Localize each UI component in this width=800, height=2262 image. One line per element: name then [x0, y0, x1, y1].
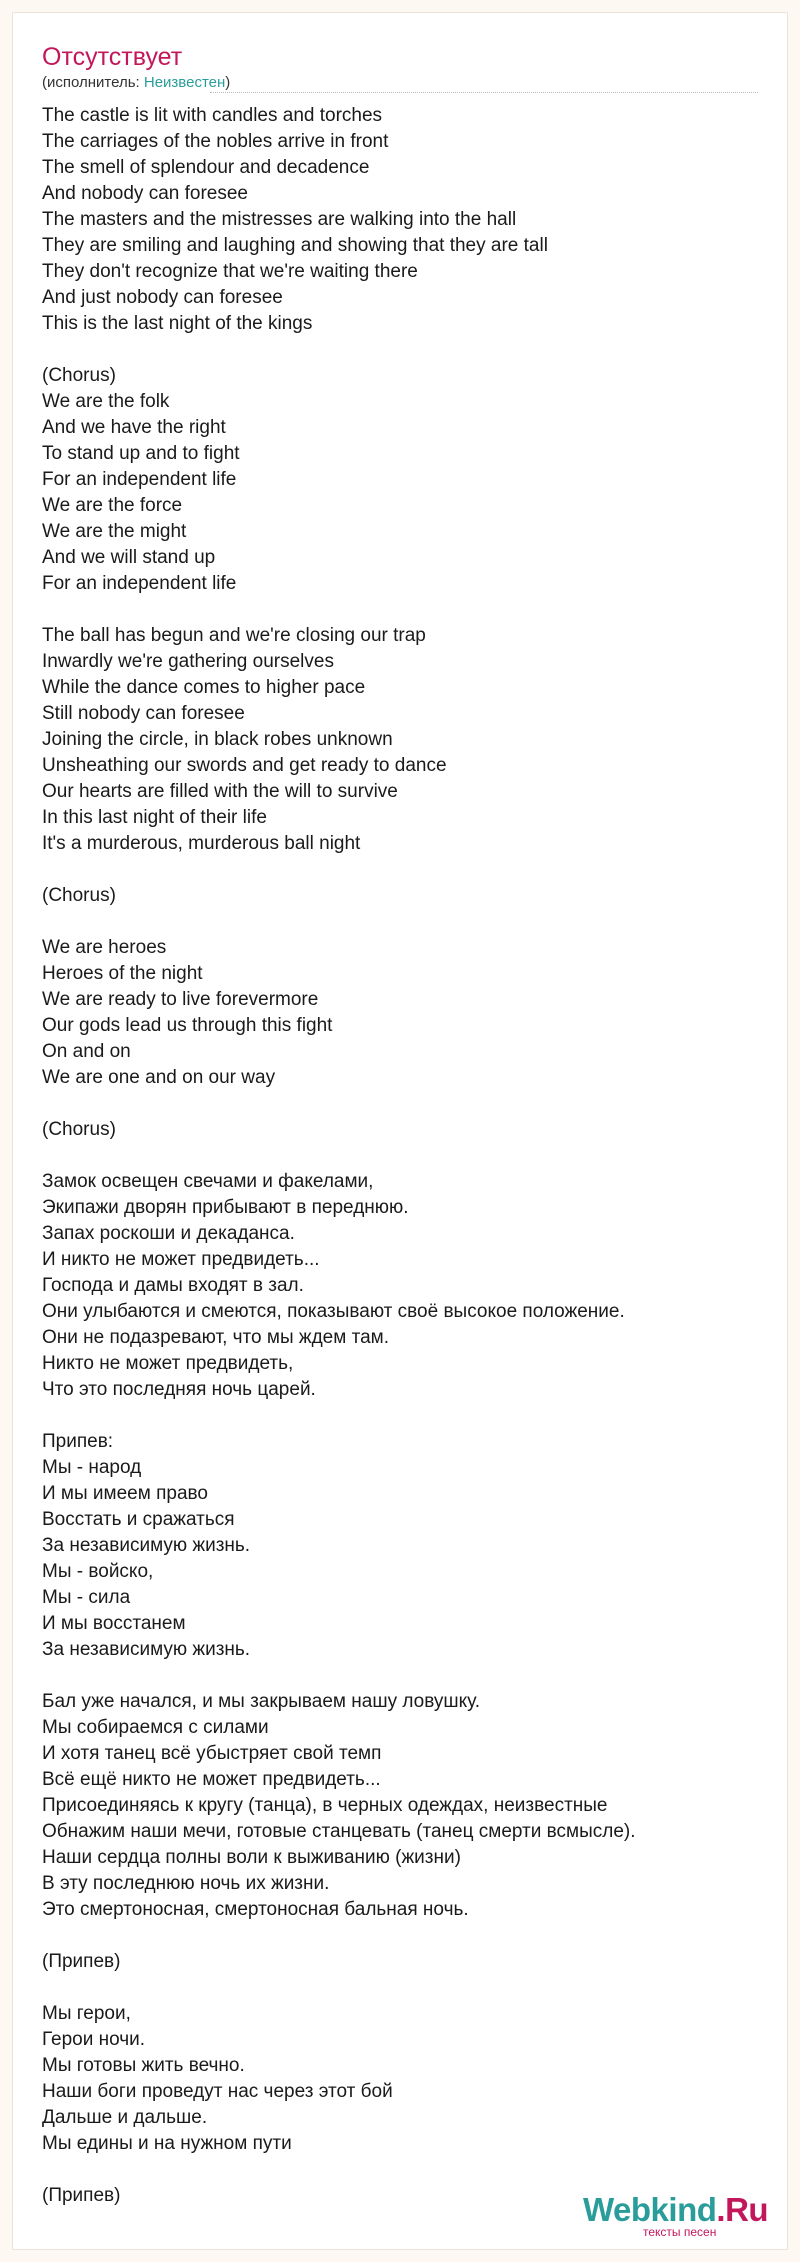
logo-tld: .Ru: [716, 2191, 769, 2228]
lyric-line: Господа и дамы входят в зал.: [42, 1275, 304, 1296]
lyric-line: Heroes of the night: [42, 963, 203, 984]
lyric-line: Всё ещё никто не может предвидеть...: [42, 1769, 381, 1790]
logo-brand: Webkind: [583, 2191, 717, 2228]
lyric-line: За независимую жизнь.: [42, 1535, 251, 1556]
lyric-line: While the dance comes to higher pace: [42, 677, 366, 698]
lyric-line: And nobody can foresee: [42, 183, 248, 204]
lyric-line: Joining the circle, in black robes unknown: [42, 729, 393, 750]
lyric-line: And we will stand up: [42, 547, 216, 568]
lyric-line: It's a murderous, murderous ball night: [42, 833, 361, 854]
lyric-line: For an independent life: [42, 573, 237, 594]
lyric-line: Присоединяясь к кругу (танца), в черных одеждах, неизвестные: [42, 1795, 608, 1816]
lyric-line: We are the might: [42, 521, 187, 542]
lyric-line: The smell of splendour and decadence: [42, 157, 370, 178]
lyric-line: The masters and the mistresses are walking into the hall: [42, 209, 517, 230]
lyric-line: И хотя танец всё убыстряет свой темп: [42, 1743, 382, 1764]
webkind-logo[interactable]: [583, 2192, 775, 2240]
lyric-line: Мы готовы жить вечно.: [42, 2055, 245, 2076]
lyric-line: Дальше и дальше.: [42, 2107, 208, 2128]
lyric-line: Inwardly we're gathering ourselves: [42, 651, 334, 672]
lyric-line: Мы - войско,: [42, 1561, 154, 1582]
lyric-line: Запах роскоши и декаданса.: [42, 1223, 295, 1244]
lyric-line: Восстать и сражаться: [42, 1509, 235, 1530]
lyric-line: They don't recognize that we're waiting there: [42, 261, 418, 282]
lyric-line: We are ready to live forevermore: [42, 989, 319, 1010]
lyric-line: Still nobody can foresee: [42, 703, 245, 724]
lyric-blank-line: [42, 1975, 762, 2001]
lyric-line: We are the force: [42, 495, 183, 516]
lyric-line: Припев:: [42, 1431, 114, 1452]
lyric-line: Они не подазревают, что мы ждем там.: [42, 1327, 389, 1348]
lyric-line: Мы - народ: [42, 1457, 142, 1478]
lyric-line: Обнажим наши мечи, готовые станцевать (танец смерти всмысле).: [42, 1821, 636, 1842]
lyric-line: Мы - сила: [42, 1587, 131, 1608]
lyric-line: Our hearts are filled with the will to survive: [42, 781, 398, 802]
lyric-line: Экипажи дворян прибывают в переднюю.: [42, 1197, 409, 1218]
lyric-blank-line: [42, 1091, 762, 1117]
lyric-line: Это смертоносная, смертоносная бальная ночь.: [42, 1899, 469, 1920]
lyric-line: To stand up and to fight: [42, 443, 240, 464]
lyric-blank-line: [42, 1143, 762, 1169]
lyric-line: И мы имеем право: [42, 1483, 208, 1504]
lyric-line: The castle is lit with candles and torches: [42, 105, 383, 126]
logo-wordmark: [583, 2192, 768, 2228]
lyric-line: (Chorus): [42, 885, 116, 906]
lyric-line: This is the last night of the kings: [42, 313, 313, 334]
lyrics-block: [42, 103, 762, 2209]
lyric-line: В эту последнюю ночь их жизни.: [42, 1873, 330, 1894]
lyric-line: (Chorus): [42, 365, 116, 386]
lyric-line: For an independent life: [42, 469, 237, 490]
lyric-line: Unsheathing our swords and get ready to dance: [42, 755, 447, 776]
lyric-blank-line: [42, 1923, 762, 1949]
lyric-blank-line: [42, 2157, 762, 2183]
lyric-line: The ball has begun and we're closing our trap: [42, 625, 426, 646]
lyric-line: За независимую жизнь.: [42, 1639, 251, 1660]
lyric-blank-line: [42, 597, 762, 623]
lyric-blank-line: [42, 337, 762, 363]
lyric-line: They are smiling and laughing and showing that they are tall: [42, 235, 548, 256]
lyric-line: Наши боги проведут нас через этот бой: [42, 2081, 393, 2102]
lyric-line: And just nobody can foresee: [42, 287, 283, 308]
lyric-blank-line: [42, 909, 762, 935]
logo-tagline: тексты песен: [643, 2225, 717, 2239]
artist-suffix: ): [225, 74, 231, 91]
lyric-blank-line: [42, 1663, 762, 1689]
lyric-line: Мы едины и на нужном пути: [42, 2133, 292, 2154]
lyric-line: Они улыбаются и смеются, показывают своё высокое положение.: [42, 1301, 625, 1322]
lyric-line: Что это последняя ночь царей.: [42, 1379, 316, 1400]
lyric-line: И мы восстанем: [42, 1613, 186, 1634]
lyric-blank-line: [42, 1403, 762, 1429]
lyric-line: The carriages of the nobles arrive in front: [42, 131, 389, 152]
lyric-line: Бал уже начался, и мы закрываем нашу ловушку.: [42, 1691, 481, 1712]
lyric-line: And we have the right: [42, 417, 226, 438]
lyric-line: Замок освещен свечами и факелами,: [42, 1171, 374, 1192]
lyric-line: (Chorus): [42, 1119, 116, 1140]
lyric-blank-line: [42, 857, 762, 883]
lyric-line: We are one and on our way: [42, 1067, 276, 1088]
lyric-line: We are heroes: [42, 937, 167, 958]
lyric-line: (Припев): [42, 2185, 121, 2206]
lyric-line: И никто не может предвидеть...: [42, 1249, 320, 1270]
lyric-line: Никто не может предвидеть,: [42, 1353, 294, 1374]
artist-line: [42, 73, 230, 93]
lyric-line: On and on: [42, 1041, 131, 1062]
lyric-line: We are the folk: [42, 391, 170, 412]
lyric-line: Мы герои,: [42, 2003, 131, 2024]
header-divider: [210, 92, 758, 93]
lyric-line: Герои ночи.: [42, 2029, 146, 2050]
song-title: Отсутствует: [42, 43, 183, 71]
lyric-line: In this last night of their life: [42, 807, 267, 828]
lyric-line: (Припев): [42, 1951, 121, 1972]
artist-prefix: (исполнитель:: [42, 74, 144, 91]
lyric-line: Our gods lead us through this fight: [42, 1015, 333, 1036]
lyric-line: Мы собираемся с силами: [42, 1717, 269, 1738]
lyric-line: Наши сердца полны воли к выживанию (жизни): [42, 1847, 461, 1868]
artist-link[interactable]: Неизвестен: [143, 74, 226, 91]
